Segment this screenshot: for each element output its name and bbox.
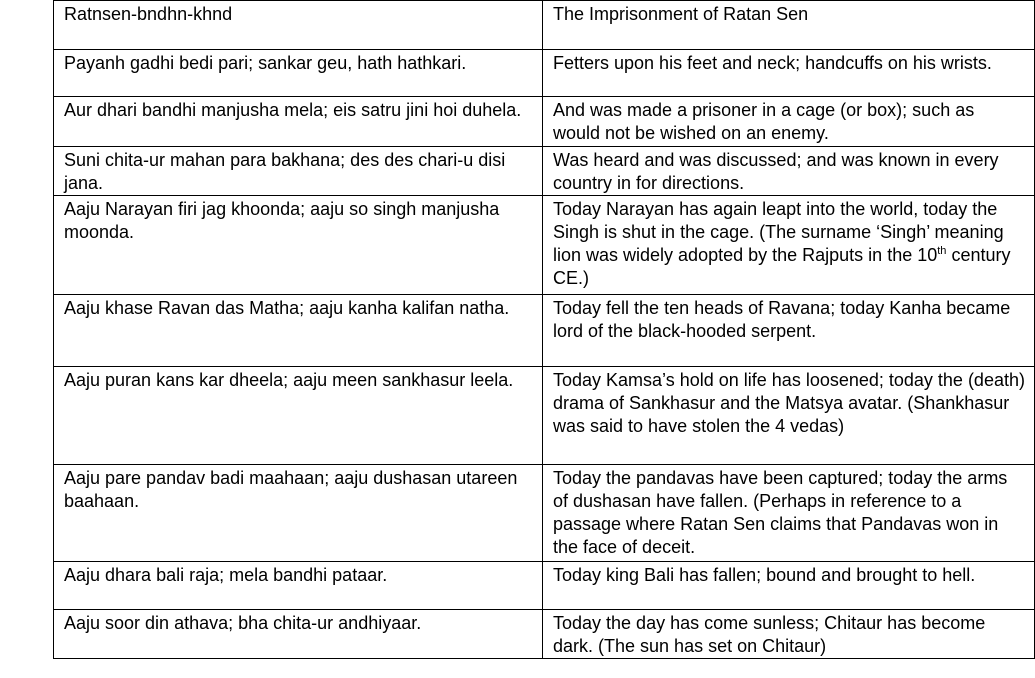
cell-translation: Today king Bali has fallen; bound and brought to hell. — [543, 562, 1035, 610]
cell-translation: Was heard and was discussed; and was known in every country in for directions. — [543, 147, 1035, 196]
table-row — [54, 465, 1035, 562]
cell-translation: Today the day has come sunless; Chitaur has become dark. (The sun has set on Chitaur) — [543, 610, 1035, 659]
table-row — [54, 147, 1035, 196]
table-row — [54, 610, 1035, 659]
cell-translation — [543, 196, 1035, 295]
ordinal-superscript: th — [937, 245, 947, 257]
table-row — [54, 367, 1035, 465]
cell-original: Aur dhari bandhi manjusha mela; eis satru jini hoi duhela. — [54, 97, 543, 147]
cell-translation: Today fell the ten heads of Ravana; today Kanha became lord of the black-hooded serpent. — [543, 295, 1035, 367]
cell-original: Suni chita-ur mahan para bakhana; des des chari-u disi jana. — [54, 147, 543, 196]
cell-original: Aaju khase Ravan das Matha; aaju kanha kalifan natha. — [54, 295, 543, 367]
cell-translation: Fetters upon his feet and neck; handcuffs on his wrists. — [543, 50, 1035, 97]
cell-translation: Today Kamsa’s hold on life has loosened; today the (death) drama of Sankhasur and the Matsya avatar. (Shankhasur was said to have stolen the 4 vedas) — [543, 367, 1035, 465]
translation-text-end: century CE.) — [553, 245, 1011, 288]
table-row — [54, 295, 1035, 367]
header-cell-translation: The Imprisonment of Ratan Sen — [543, 1, 1035, 50]
cell-original: Aaju soor din athava; bha chita-ur andhiyaar. — [54, 610, 543, 659]
table-row — [54, 97, 1035, 147]
header-cell-original: Ratnsen-bndhn-khnd — [54, 1, 543, 50]
cell-translation: Today the pandavas have been captured; today the arms of dushasan have fallen. (Perhaps in reference to a passage where Ratan Sen claims that Pandavas won in the face of deceit. — [543, 465, 1035, 562]
cell-original: Payanh gadhi bedi pari; sankar geu, hath hathkari. — [54, 50, 543, 97]
cell-translation: And was made a prisoner in a cage (or box); such as would not be wished on an enemy. — [543, 97, 1035, 147]
translation-text: Today Narayan has again leapt into the world, today the Singh is shut in the cage. (The surname ‘Singh’ meaning lion was widely adopted by the Rajputs in the 10 — [553, 199, 1004, 265]
cell-original: Aaju dhara bali raja; mela bandhi pataar. — [54, 562, 543, 610]
verse-translation-table — [53, 0, 1035, 659]
table-header-row — [54, 1, 1035, 50]
table-row — [54, 196, 1035, 295]
cell-original: Aaju puran kans kar dheela; aaju meen sankhasur leela. — [54, 367, 543, 465]
table-row — [54, 50, 1035, 97]
table-row — [54, 562, 1035, 610]
cell-original: Aaju Narayan firi jag khoonda; aaju so singh manjusha moonda. — [54, 196, 543, 295]
cell-original: Aaju pare pandav badi maahaan; aaju dushasan utareen baahaan. — [54, 465, 543, 562]
